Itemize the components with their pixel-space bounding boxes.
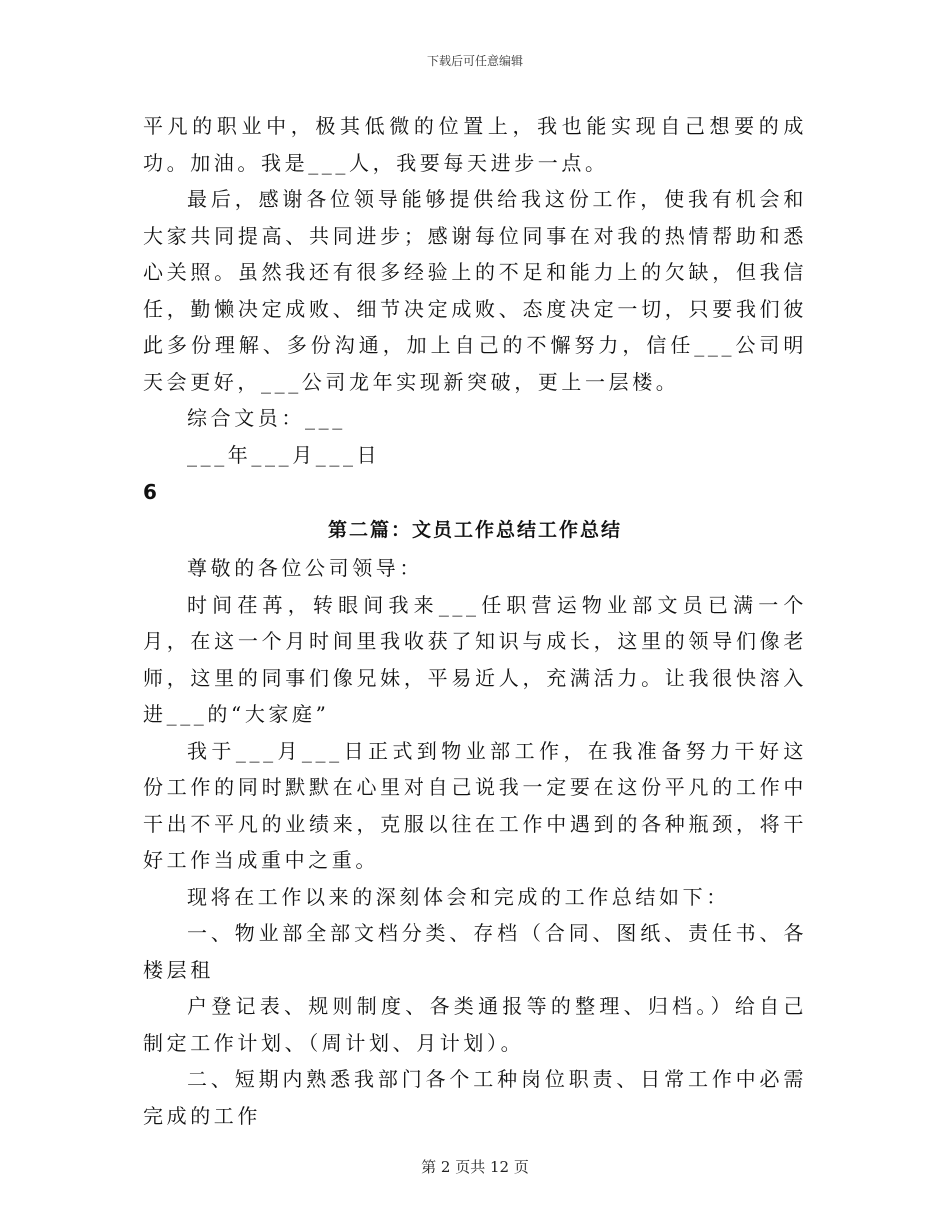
paragraph: 一、物业部全部文档分类、存档（合同、图纸、责任书、各楼层租 <box>143 921 807 982</box>
paragraph: 二、短期内熟悉我部门各个工种岗位职责、日常工作中必需完成的工作 <box>143 1067 807 1128</box>
paragraph: 时间荏苒，转眼间我来___任职营运物业部文员已满一个月，在这一个月时间里我收获了知识与成长，这里的领导们像老师，这里的同事们像兄妹，平易近人，充满活力。让我很快溶入进___的“大家庭” <box>143 592 807 726</box>
paragraph: 最后，感谢各位领导能够提供给我这份工作，使我有机会和大家共同提高、共同进步；感谢每位同事在对我的热情帮助和悉心关照。虽然我还有很多经验上的不足和能力上的欠缺，但我信任，勤懒决定成败、细节决定成败、态度决定一切，只要我们彼此多份理解、多份沟通，加上自己的不懈努力，信任___公司明天会更好，___公司龙年实现新突破，更上一层楼。 <box>143 187 807 394</box>
document-body <box>143 108 807 1134</box>
paragraph: 户登记表、规则制度、各类通报等的整理、归档。）给自己制定工作计划、（周计划、月计划）。 <box>143 994 807 1055</box>
section-number: 6 <box>143 480 157 504</box>
salutation: 尊敬的各位公司领导： <box>187 556 423 580</box>
page-header: 下载后可任意编辑 <box>426 54 523 68</box>
signature-line: 综合文员：___ <box>187 406 346 430</box>
paragraph: 现将在工作以来的深刻体会和完成的工作总结如下： <box>187 884 730 909</box>
paragraph: 平凡的职业中，极其低微的位置上，我也能实现自己想要的成功。加油。我是___人，我要每天进步一点。 <box>143 114 807 175</box>
page-footer: 第 2 页共 12 页 <box>421 1158 529 1176</box>
paragraph: 我于___月___日正式到物业部工作，在我准备努力干好这份工作的同时默默在心里对自己说我一定要在这份平凡的工作中干出不平凡的业绩来，克服以往在工作中遇到的各种瓶颈，将干好工作当成重中之重。 <box>143 738 807 872</box>
date-line: ___年___月___日 <box>187 442 381 467</box>
section-title: 第二篇：文员工作总结工作总结 <box>327 519 622 541</box>
